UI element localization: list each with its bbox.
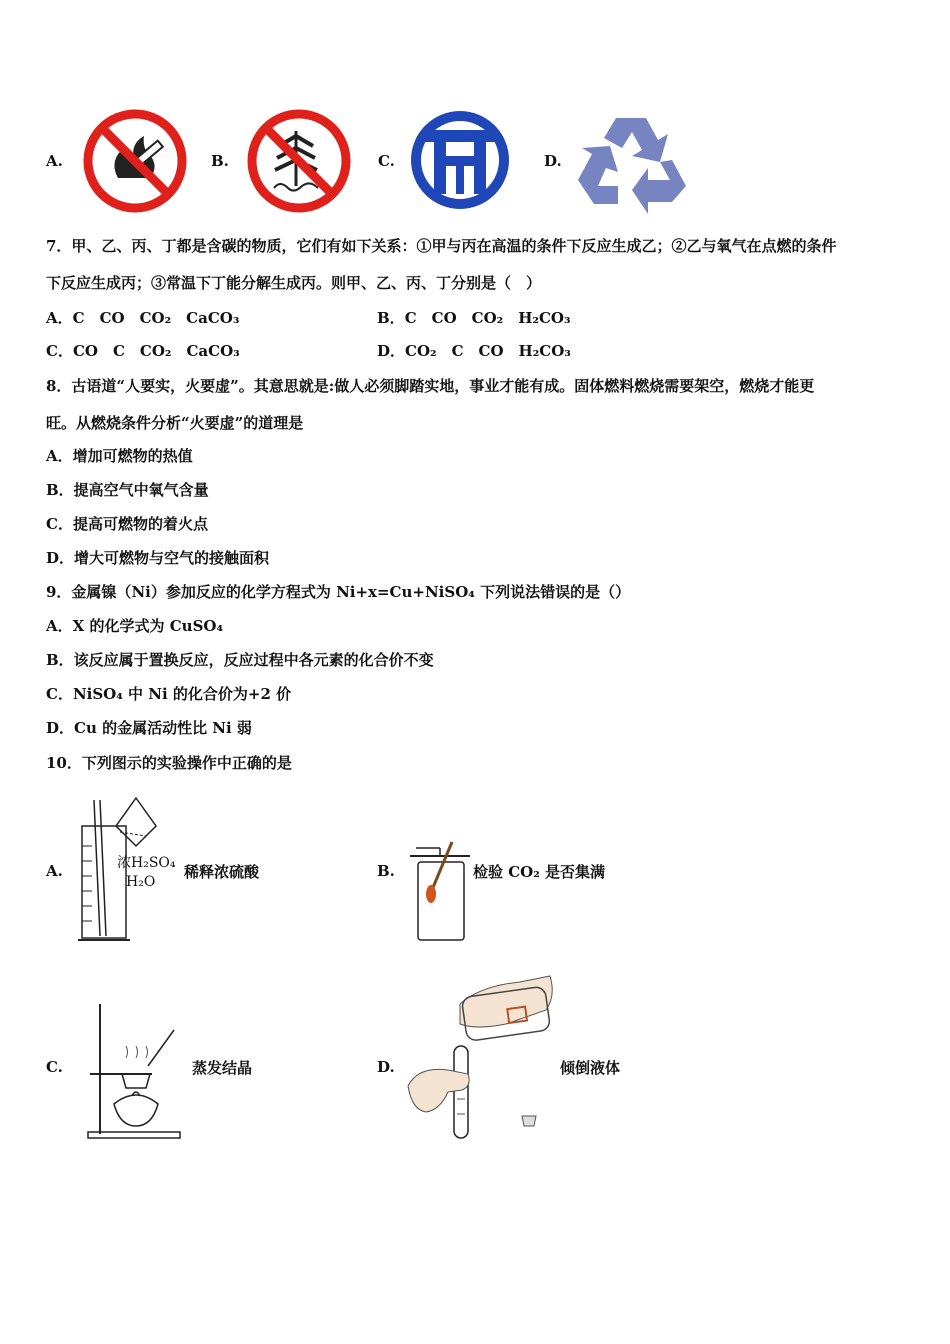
q8-option-a[interactable]: A．增加可燃物的热值 <box>46 447 193 465</box>
q6-option-c-label: C. <box>378 152 395 170</box>
q9-option-c[interactable]: C．NiSO₄ 中 Ni 的化合价为+2 价 <box>46 685 292 703</box>
q8-option-b[interactable]: B．提高空气中氧气含量 <box>46 481 209 499</box>
q9-option-d[interactable]: D．Cu 的金属活动性比 Ni 弱 <box>46 719 252 737</box>
q9-option-a[interactable]: A．X 的化学式为 CuSO₄ <box>46 617 224 635</box>
q7-option-c[interactable] <box>46 341 240 361</box>
q7-option-c-text: CO C CO₂ CaCO₃ <box>72 342 240 360</box>
q8-stem-line2: 旺。从燃烧条件分析“火要虚”的道理是 <box>46 414 304 432</box>
q7-stem-line1: 7．甲、乙、丙、丁都是含碳的物质，它们有如下关系：①甲与丙在高温的条件下反应生成乙；②乙与氧气在点燃的条件 <box>46 237 837 255</box>
dilute-acid-figure <box>76 796 186 950</box>
no-logging-sign-icon <box>244 106 354 220</box>
q10-option-c-label: C. <box>46 1058 63 1076</box>
q7-option-d[interactable] <box>377 341 571 361</box>
q8-option-c[interactable]: C．提高可燃物的着火点 <box>46 515 208 533</box>
q10-option-b-label: B. <box>377 862 395 880</box>
q7-option-b-text: C CO CO₂ H₂CO₃ <box>404 309 571 327</box>
q7-option-b[interactable] <box>377 308 571 328</box>
q7-option-b-label: B． <box>377 309 405 327</box>
q7-stem-line2: 下反应生成丙；③常温下丁能分解生成丙。则甲、乙、丙、丁分别是（ ） <box>46 274 542 292</box>
dilute-acid-figure-acid-text: 浓H₂SO₄ <box>117 855 176 871</box>
evaporation-figure <box>86 1002 186 1146</box>
recycle-sign-icon <box>574 110 688 218</box>
q7-option-a-label: A． <box>46 309 73 327</box>
q10-option-d-label: D. <box>377 1058 395 1076</box>
pour-liquid-figure <box>404 964 554 1148</box>
q9-stem: 9．金属镍（Ni）参加反应的化学方程式为 Ni+x=Cu+NiSO₄ 下列说法错误的是（） <box>46 583 631 601</box>
q10-option-c-caption: 蒸发结晶 <box>192 1059 253 1077</box>
q10-option-a-label: A. <box>46 862 63 880</box>
q8-stem-line1: 8．古语道“人要实，火要虚”。其意思就是:做人必须脚踏实地，事业才能有成。固体燃料燃烧需要架空，燃烧才能更 <box>46 377 815 395</box>
q7-option-c-label: C． <box>46 342 73 360</box>
dilute-acid-figure-water-text: H₂O <box>126 874 156 890</box>
q7-option-a-text: C CO CO₂ CaCO₃ <box>72 309 240 327</box>
q8-option-d[interactable]: D．增大可燃物与空气的接触面积 <box>46 549 270 567</box>
q7-option-a[interactable] <box>46 308 239 328</box>
q10-option-d-caption: 倾倒液体 <box>560 1059 621 1077</box>
q7-option-d-label: D． <box>377 342 406 360</box>
q9-option-b[interactable]: B．该反应属于置换反应，反应过程中各元素的化合价不变 <box>46 651 434 669</box>
co2-test-figure <box>404 838 474 948</box>
q6-option-d-label: D. <box>544 152 562 170</box>
q10-option-b-caption: 检验 CO₂ 是否集满 <box>473 863 606 881</box>
q6-option-a-label: A. <box>46 152 63 170</box>
q10-option-a-caption: 稀释浓硫酸 <box>184 863 260 881</box>
q10-stem: 10．下列图示的实验操作中正确的是 <box>46 754 292 772</box>
q6-option-b-label: B. <box>211 152 229 170</box>
water-saving-sign-icon <box>408 108 512 216</box>
no-fire-sign-icon <box>80 106 190 220</box>
q7-option-d-text: CO₂ C CO H₂CO₃ <box>405 342 571 360</box>
